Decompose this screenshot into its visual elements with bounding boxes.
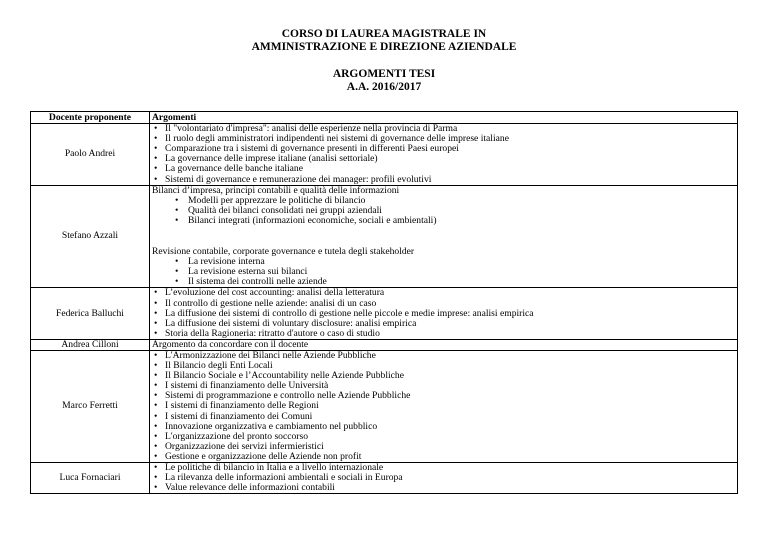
table-row [31, 350, 738, 462]
list-item: • La diffusione dei sistemi di voluntary disclosure: analisi empirica [152, 319, 735, 329]
topic-text: Argomento da concordare con il docente [152, 338, 309, 350]
docente-name: Luca Fornaciari [31, 463, 150, 494]
table-row [31, 339, 738, 350]
list-item: • I sistemi di finanziamento delle Università [152, 381, 735, 391]
docente-column-header: Docente proponente [31, 112, 150, 124]
table-header-row [31, 112, 738, 124]
topics-cell [150, 463, 738, 494]
list-item: • Il "volontariato d'impresa": analisi delle esperienze nella provincia di Parma [152, 124, 735, 134]
course-title-line1: CORSO DI LAUREA MAGISTRALE IN [281, 28, 487, 40]
list-item: • Le politiche di bilancio in Italia e a livello internazionale [152, 463, 735, 473]
list-item: • Sistemi di governance e remunerazione dei manager: profili evolutivi [152, 175, 735, 185]
list-item: • Il Bilancio Sociale e l’Accountability nelle Aziende Pubbliche [152, 371, 735, 381]
list-item: • Gestione e organizzazione delle Aziende non profit [152, 452, 735, 462]
topic-list [152, 124, 735, 185]
list-item: • Storia della Ragioneria: ritratto d'autore o caso di studio [152, 329, 735, 339]
table-row [31, 288, 738, 339]
topics-cell [150, 124, 738, 186]
list-item: • L'Armonizzazione dei Bilanci nelle Aziende Pubbliche [152, 351, 735, 361]
list-item: • Innovazione organizzativa e cambiamento nel pubblico [152, 422, 735, 432]
course-title-line2: AMMINISTRAZIONE E DIREZIONE AZIENDALE [251, 41, 517, 53]
topic-list [152, 257, 735, 287]
table-row [31, 185, 738, 288]
list-item: • L'organizzazione del pronto soccorso [152, 432, 735, 442]
list-item: • I sistemi di finanziamento dei Comuni [152, 412, 735, 422]
list-item: • Qualità dei bilanci consolidati nei gruppi aziendali [152, 206, 735, 216]
list-item: • Modelli per apprezzare le politiche di bilancio [152, 196, 735, 206]
list-item: • Il sistema dei controlli nelle aziende [152, 277, 735, 287]
thesis-topics-table [30, 111, 738, 494]
list-item: • La governance delle imprese italiane (analisi settoriale) [152, 154, 735, 164]
table-row [31, 463, 738, 494]
topics-cell [150, 185, 738, 288]
topics-cell [150, 350, 738, 462]
list-item: • La revisione esterna sui bilanci [152, 267, 735, 277]
spacer [152, 226, 735, 247]
list-item: • Il controllo di gestione nelle aziende: analisi di un caso [152, 299, 735, 309]
docente-name: Federica Balluchi [31, 288, 150, 339]
topic-list [152, 288, 735, 338]
list-item: • Organizzazione dei servizi infermieristici [152, 442, 735, 452]
docente-name: Paolo Andrei [31, 124, 150, 186]
list-item: • I sistemi di finanziamento delle Regioni [152, 401, 735, 411]
list-item: • Il ruolo degli amministratori indipendenti nei sistemi di governance delle imprese italiane [152, 134, 735, 144]
docente-name: Stefano Azzali [31, 185, 150, 288]
topics-cell [150, 339, 738, 350]
list-item: • La rilevanza delle informazioni ambientali e sociali in Europa [152, 473, 735, 483]
docente-name: Andrea Cilloni [31, 339, 150, 350]
topic-list [152, 351, 735, 462]
document-subtitle: ARGOMENTI TESI [332, 68, 436, 80]
argomenti-column-header: Argomenti [150, 112, 738, 124]
academic-year: A.A. 2016/2017 [346, 81, 422, 93]
list-item: • Comparazione tra i sistemi di governance presenti in differenti Paesi europei [152, 144, 735, 154]
list-item: • Bilanci integrati (informazioni economiche, sociali e ambientali) [152, 216, 735, 226]
topic-list [152, 463, 735, 493]
topic-group-heading: Bilanci d’impresa, principi contabili e qualità delle informazioni [152, 184, 400, 196]
table-row [31, 124, 738, 186]
list-item: • Sistemi di programmazione e controllo nelle Aziende Pubbliche [152, 391, 735, 401]
list-item: • La governance delle banche italiane [152, 164, 735, 174]
list-item: • La revisione interna [152, 257, 735, 267]
list-item: • L’evoluzione del cost accounting: analisi della letteratura [152, 288, 735, 298]
topic-list [152, 196, 735, 226]
docente-name: Marco Ferretti [31, 350, 150, 462]
list-item: • Value relevance delle informazioni contabili [152, 483, 735, 493]
topic-group-heading: Revisione contabile, corporate governance e tutela degli stakeholder [152, 246, 415, 258]
list-item: • La diffusione dei sistemi di controllo di gestione nelle piccole e medie imprese: analisi empirica [152, 309, 735, 319]
topics-cell [150, 288, 738, 339]
list-item: • Il Bilancio degli Enti Locali [152, 361, 735, 371]
